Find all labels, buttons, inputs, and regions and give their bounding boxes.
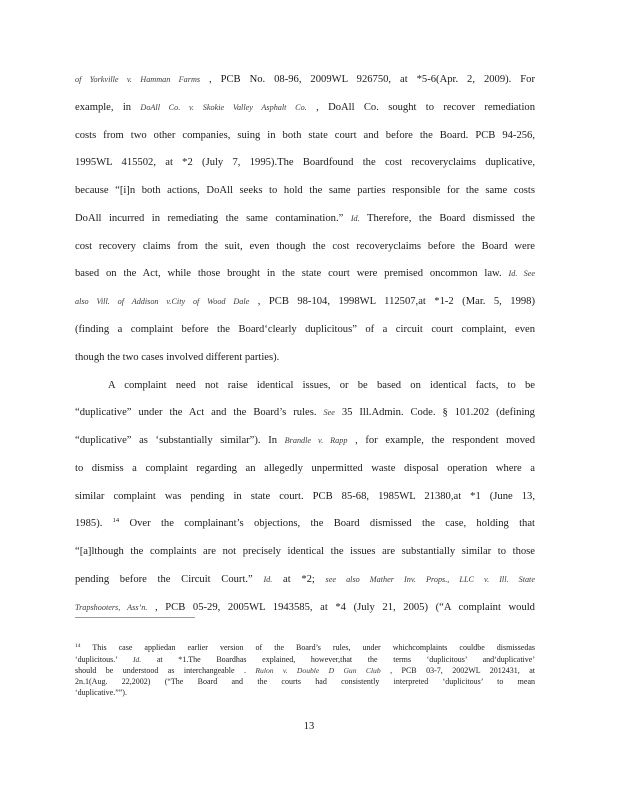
text-run: because “[i]n both actions, DoAll seeks to hold the same parties responsible for the same costs [75, 185, 535, 196]
text-run: This case appliedan earlier version of the Board’s rules, under whichcomplaints couldbe dismissedas [80, 643, 535, 652]
text-run: (finding a complaint before the Board‘clearly duplicitous” of a circuit court complaint, even [75, 324, 535, 335]
body-line [75, 545, 535, 559]
text-run: DoAll incurred in remediating the same contamination.” [75, 213, 351, 224]
text-run: , PCB 03-7, 2002WL 2012431, at [380, 666, 535, 675]
text-run: Therefore, the Board dismissed the [359, 213, 535, 224]
body-line [75, 462, 535, 476]
text-run: should be understood as interchangeable . [75, 666, 256, 675]
text-run: at *1.The Boardhas explained, however,that the terms ‘duplicitous’ and‘duplicative’ [141, 655, 535, 664]
body-line [75, 573, 535, 587]
body-line [75, 212, 535, 226]
case-citation: see also Mather Inv. Props., LLC v. Ill. State [325, 575, 535, 584]
text-run: “[a]lthough the complaints are not precisely identical the issues are substantially similar to those [75, 546, 535, 557]
footnote-line [75, 643, 535, 653]
body-line [75, 267, 535, 281]
footnote-line [75, 655, 535, 665]
body-line [75, 517, 535, 531]
body-line [75, 351, 535, 365]
text-run: 2n.1(Aug. 22,2002) (“The Board and the courts had consistently interpreted ‘duplicitous’ to mean [75, 677, 535, 686]
body-line [75, 406, 535, 420]
text-run: ‘duplicitous.’ [75, 655, 133, 664]
text-run: 1995WL 415502, at *2 (July 7, 1995).The Boardfound the cost recoveryclaims duplicative, [75, 157, 535, 168]
footnote-line [75, 666, 535, 676]
body-line [75, 73, 535, 87]
text-run: , PCB No. 08-96, 2009WL 926750, at *5-6(Apr. 2, 2009). For [200, 74, 535, 85]
body-line [75, 101, 535, 115]
text-run: “duplicative” as ‘substantially similar”). In [75, 435, 285, 446]
body-line [75, 129, 535, 143]
text-run: cost recovery claims from the suit, even though the cost recoveryclaims before the Board were [75, 241, 535, 252]
body-line [108, 379, 535, 393]
case-citation: Rulon v. Double D Gun Club [255, 666, 381, 675]
case-citation: Id. [350, 214, 360, 223]
text-run: A complaint need not raise identical issues, or be based on identical facts, to be [108, 380, 535, 391]
case-citation: also Vill. of Addison v.City of Wood Dale [75, 297, 250, 306]
body-line [75, 323, 535, 337]
footnote-line [75, 677, 535, 687]
text-run: ‘duplicative.””). [75, 688, 127, 697]
text-run: “duplicative” under the Act and the Board’s rules. [75, 407, 324, 418]
footnote-marker: 14 [112, 517, 120, 524]
text-run: 35 Ill.Admin. Code. § 101.202 (defining [334, 407, 535, 418]
footnote-marker: 14 [75, 643, 81, 649]
body-line [75, 490, 535, 504]
text-run: similar complaint was pending in state court. PCB 85-68, 1985WL 21380,at *1 (June 13, [75, 491, 535, 502]
text-run: example, in [75, 102, 141, 113]
body-line [75, 184, 535, 198]
text-run: based on the Act, while those brought in the state court were premised oncommon law. [75, 268, 509, 279]
body-line [75, 601, 535, 615]
footnote-separator [75, 617, 195, 618]
case-citation: Id. [132, 655, 142, 664]
text-run: though the two cases involved different parties). [75, 352, 280, 363]
case-citation: of Yorkville v. Hamman Farms [75, 75, 201, 84]
case-citation: See [323, 408, 335, 417]
page-number: 13 [303, 721, 315, 732]
footnote-line [75, 688, 535, 698]
body-line [75, 156, 535, 170]
text-run: Over the complainant’s objections, the Board dismissed the case, holding that [119, 518, 535, 529]
text-run: pending before the Circuit Court.” [75, 574, 264, 585]
text-run: at *2; [272, 574, 326, 585]
body-line [75, 434, 535, 448]
text-run: , PCB 05-29, 2005WL 1943585, at *4 (July 21, 2005) (“A complaint would [147, 602, 535, 613]
text-run: , PCB 98-104, 1998WL 112507,at *1-2 (Mar. 5, 1998) [249, 296, 535, 307]
case-citation: Id. [263, 575, 273, 584]
text-run: , DoAll Co. sought to recover remediation [306, 102, 535, 113]
body-line [75, 295, 535, 309]
case-citation: Id. See [508, 269, 536, 278]
case-citation: DoAll Co. v. Skokie Valley Asphalt Co. [140, 103, 307, 112]
case-citation: Brandle v. Rapp [284, 436, 348, 445]
body-line [75, 240, 535, 254]
text-run: , for example, the respondent moved [347, 435, 536, 446]
text-run: 1985). [75, 518, 113, 529]
text-run: costs from two other companies, suing in both state court and before the Board. PCB 94-256, [75, 130, 535, 141]
text-run: to dismiss a complaint regarding an allegedly unpermitted waste disposal operation where a [75, 463, 535, 474]
case-citation: Trapshooters, Ass’n. [75, 603, 148, 612]
